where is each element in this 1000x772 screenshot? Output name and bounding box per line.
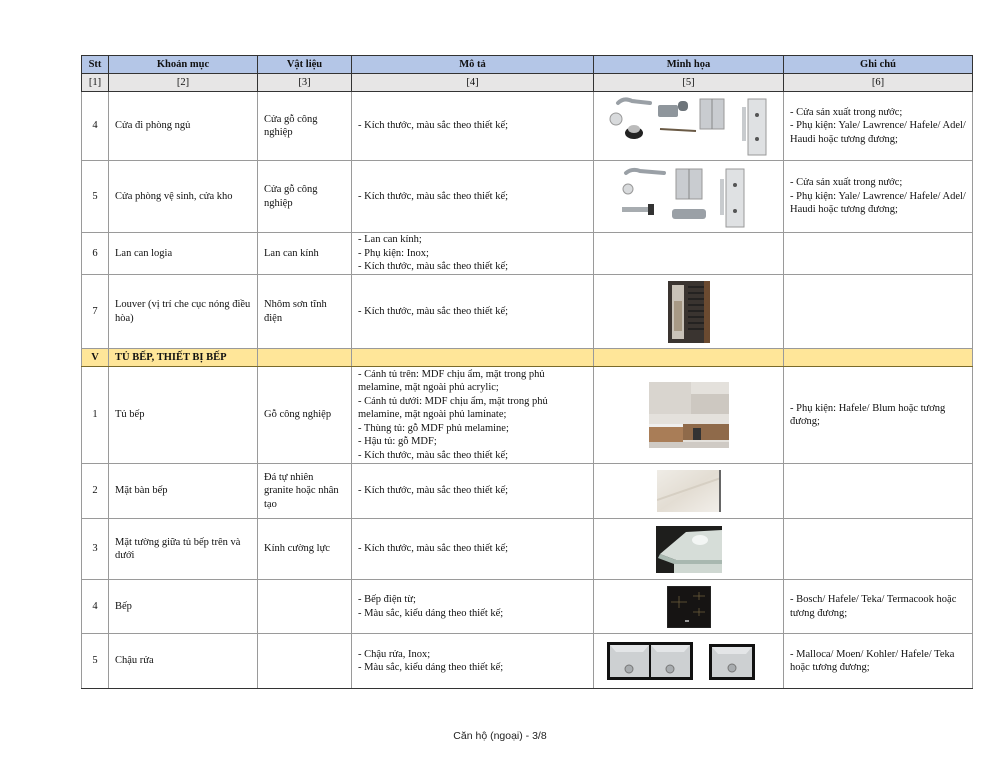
description-line: - Lan can kính; [358, 234, 422, 246]
door-hardware-set-icon [604, 95, 774, 157]
row-item: Cửa phòng vệ sinh, cửa kho [109, 161, 258, 233]
note-line: - Cửa sản xuất trong nước; [790, 106, 903, 118]
note-line: - Phụ kiện: Hafele/ Blum hoặc tương đương; [790, 402, 946, 427]
row-material: Nhôm sơn tĩnh điện [258, 275, 352, 349]
description-line: - Kích thước, màu sắc theo thiết kế; [358, 190, 509, 202]
row-description [352, 519, 594, 580]
description-line: - Kích thước, màu sắc theo thiết kế; [358, 485, 509, 497]
granite-countertop-photo [657, 470, 721, 512]
table-row [82, 275, 973, 349]
row-item: Mặt tường giữa tủ bếp trên và dưới [109, 519, 258, 580]
description-line: - Cánh tủ dưới: MDF chịu ẩm, mặt trong phủ melamine, mặt ngoài phủ laminate; [358, 395, 548, 421]
note-line: - Cửa sản xuất trong nước; [790, 177, 903, 189]
description-line: - Chậu rửa, Inox; [358, 648, 431, 660]
row-stt: 6 [82, 233, 109, 275]
row-description [352, 233, 594, 275]
row-stt: 7 [82, 275, 109, 349]
description-line: - Hậu tủ: gỗ MDF; [358, 436, 437, 448]
door-hardware-set-icon [614, 165, 764, 229]
row-stt: 3 [82, 519, 109, 580]
row-item: Chậu rửa [109, 634, 258, 689]
row-description [352, 580, 594, 634]
table-row [82, 580, 973, 634]
colnum-3: [3] [258, 74, 352, 92]
header-material: Vật liệu [258, 56, 352, 74]
specification-table [81, 55, 973, 689]
description-line: - Phụ kiện: Inox; [358, 247, 429, 259]
description-line: - Kích thước, màu sắc theo thiết kế; [358, 543, 509, 555]
page-footer: Căn hộ (ngoại) - 3/8 [453, 730, 547, 742]
row-description [352, 161, 594, 233]
induction-cooktop-photo [667, 586, 711, 628]
row-illustration [594, 367, 784, 464]
header-description: Mô tả [352, 56, 594, 74]
description-line: - Kích thước, màu sắc theo thiết kế; [358, 261, 509, 273]
colnum-5: [5] [594, 74, 784, 92]
colnum-6: [6] [784, 74, 973, 92]
louver-photo [668, 281, 710, 343]
row-illustration [594, 275, 784, 349]
row-note [784, 634, 973, 689]
row-item: Louver (vị trí che cục nóng điều hòa) [109, 275, 258, 349]
row-material: Kính cường lực [258, 519, 352, 580]
description-line: - Màu sắc, kiểu dáng theo thiết kế; [358, 607, 504, 619]
row-item: Mặt bàn bếp [109, 464, 258, 519]
row-description [352, 275, 594, 349]
section-title: TỦ BẾP, THIẾT BỊ BẾP [109, 349, 258, 367]
header-note: Ghi chú [784, 56, 973, 74]
row-description [352, 92, 594, 161]
row-illustration [594, 92, 784, 161]
colnum-1: [1] [82, 74, 109, 92]
section-empty [352, 349, 594, 367]
colnum-4: [4] [352, 74, 594, 92]
table-row [82, 367, 973, 464]
row-stt: 1 [82, 367, 109, 464]
row-note [784, 92, 973, 161]
note-line: - Bosch/ Hafele/ Teka/ Termacook hoặc tương đương; [790, 594, 957, 619]
kitchen-cabinet-photo [649, 382, 729, 448]
table-row [82, 519, 973, 580]
description-line: - Kích thước, màu sắc theo thiết kế; [358, 449, 509, 461]
table-row [82, 233, 973, 275]
header-stt: Stt [82, 56, 109, 74]
row-note [784, 464, 973, 519]
section-empty [594, 349, 784, 367]
table-row [82, 634, 973, 689]
row-stt: 5 [82, 161, 109, 233]
section-empty [784, 349, 973, 367]
description-line: - Thùng tủ: gỗ MDF phủ melamine; [358, 422, 509, 434]
row-illustration [594, 161, 784, 233]
description-line: - Kích thước, màu sắc theo thiết kế; [358, 120, 509, 132]
colnum-2: [2] [109, 74, 258, 92]
header-row [82, 56, 973, 74]
row-material: Lan can kính [258, 233, 352, 275]
row-note [784, 519, 973, 580]
row-stt: 4 [82, 580, 109, 634]
row-illustration [594, 519, 784, 580]
row-material: Đá tự nhiên granite hoặc nhân tạo [258, 464, 352, 519]
note-line: - Malloca/ Moen/ Kohler/ Hafele/ Teka hoặc tương đương; [790, 648, 955, 673]
row-note [784, 233, 973, 275]
row-description [352, 634, 594, 689]
row-material: Gỗ công nghiệp [258, 367, 352, 464]
row-item: Tủ bếp [109, 367, 258, 464]
row-note [784, 161, 973, 233]
stainless-sink-photo [607, 642, 771, 680]
table-row [82, 464, 973, 519]
row-stt: 5 [82, 634, 109, 689]
tempered-glass-photo [656, 526, 722, 573]
section-empty [258, 349, 352, 367]
row-item: Bếp [109, 580, 258, 634]
header-illustration: Minh họa [594, 56, 784, 74]
row-illustration [594, 464, 784, 519]
row-note [784, 275, 973, 349]
description-line: - Cánh tủ trên: MDF chịu ẩm, mặt trong phủ melamine, mặt ngoài phủ acrylic; [358, 368, 545, 394]
section-stt: V [82, 349, 109, 367]
row-item: Lan can logia [109, 233, 258, 275]
header-item: Khoản mục [109, 56, 258, 74]
table-row [82, 161, 973, 233]
row-material: Cửa gỗ công nghiệp [258, 161, 352, 233]
row-note [784, 580, 973, 634]
note-line: - Phụ kiện: Yale/ Lawrence/ Hafele/ Adel/ Haudi hoặc tương đương; [790, 120, 966, 145]
row-material [258, 580, 352, 634]
description-line: - Kích thước, màu sắc theo thiết kế; [358, 305, 509, 317]
description-line: - Bếp điện từ; [358, 594, 416, 605]
row-description [352, 367, 594, 464]
note-line: - Phụ kiện: Yale/ Lawrence/ Hafele/ Adel/ Haudi hoặc tương đương; [790, 190, 966, 216]
column-number-row [82, 74, 973, 92]
section-row [82, 349, 973, 367]
row-illustration [594, 634, 784, 689]
description-line: - Màu sắc, kiểu dáng theo thiết kế; [358, 662, 504, 673]
row-illustration [594, 580, 784, 634]
row-material [258, 634, 352, 689]
row-description [352, 464, 594, 519]
row-stt: 2 [82, 464, 109, 519]
row-note [784, 367, 973, 464]
row-item: Cửa đi phòng ngủ [109, 92, 258, 161]
table-row [82, 92, 973, 161]
row-stt: 4 [82, 92, 109, 161]
row-material: Cửa gỗ công nghiệp [258, 92, 352, 161]
row-illustration [594, 233, 784, 275]
